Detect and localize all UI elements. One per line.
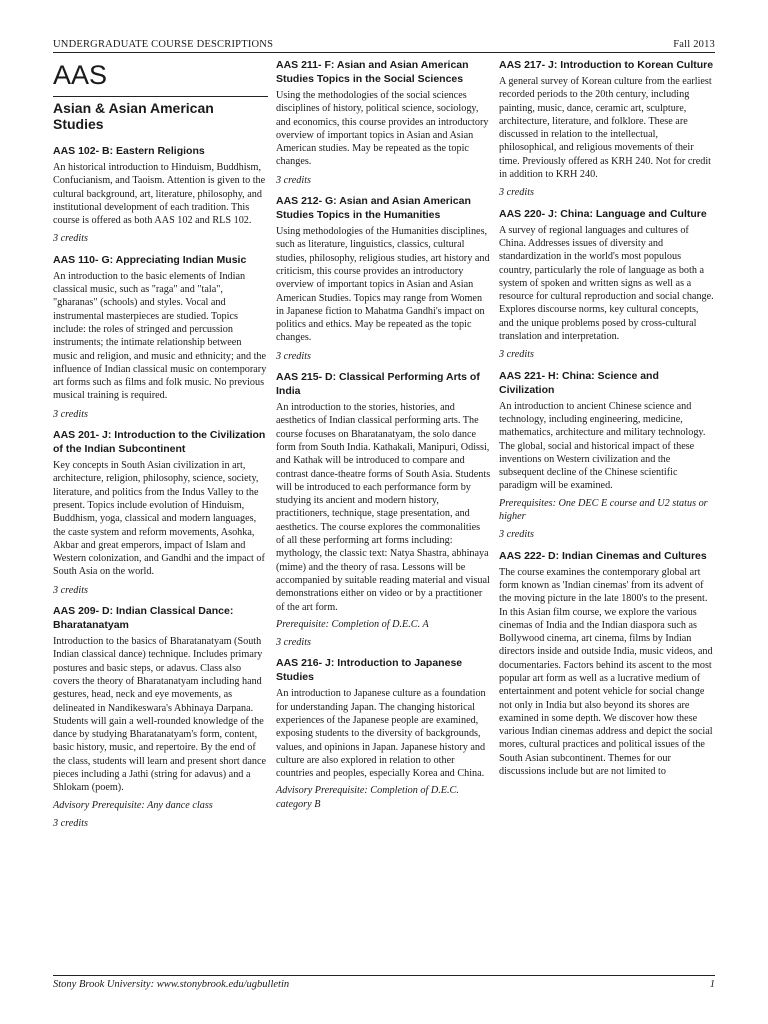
course-prerequisite: Prerequisites: One DEC E course and U2 status or higher	[499, 497, 708, 523]
course-credits: 3 credits	[53, 817, 88, 829]
course-entry	[276, 656, 491, 811]
course-title: AAS 216- J: Introduction to Japanese Studies	[276, 657, 463, 684]
column-2	[276, 58, 491, 818]
course-entry	[53, 428, 268, 597]
course-credits: 3 credits	[499, 349, 534, 361]
course-entry	[53, 253, 268, 421]
course-description: Using methodologies of the Humanities disciplines, such as literature, linguistics, classics, cultural studies, philosophy, religious studies, art history and criticism, this course provides an introductory overview of important topics in Asian and Asian American Studies. Topics may range from Women in Japanese fiction to Mahatma Gandhi's impact on politics and ethics. May be repeated as the topic changes.	[276, 226, 490, 344]
course-prerequisite: Advisory Prerequisite: Any dance class	[53, 799, 213, 811]
column-3	[499, 58, 714, 785]
course-description: An introduction to the stories, histories, and aesthetics of Indian classical performing arts. The course focuses on Bharatanatyam, the solo dance form from South India. Kathakali, Manipuri, Odissi, and Kathak will be introduced to compare and contrast dance-theatre forms of South Asia. Students will be introduced to each performance form by studying its ancient and modern history, practitioners, technique, stage presentation, and aesthetics. The course explores the commonalities of all these performing art forms including: mythology, the classic text: Natya Shastra, abhinaya (mime) and the theory of rasa. Lessons will be accompanied by suitable reading material and visual demonstrations either on video or by a practitioner of the art form.	[276, 402, 491, 613]
course-description: An historical introduction to Hinduism, Buddhism, Confucianism, and Taoism. Attention is given to the cultural background, art, literature, philosophy, and institutional development of each tradition. This course is offered as both AAS 102 and RLS 102.	[53, 162, 266, 227]
course-title: AAS 209- D: Indian Classical Dance: Bharatanatyam	[53, 605, 234, 632]
course-credits: 3 credits	[276, 174, 311, 186]
course-entry	[499, 369, 714, 542]
header-title: UNDERGRADUATE COURSE DESCRIPTIONS	[53, 39, 274, 50]
department-name: Asian & Asian American Studies	[53, 96, 268, 132]
department-code: AAS	[53, 60, 108, 90]
course-description: An introduction to ancient Chinese science and technology, including engineering, medicine, mathematics, architecture and military technology. The global, social and historical impact of these inventions on Western civilization and the subsequent decline of the Chinese scientific paradigm will be examined.	[499, 400, 706, 492]
footer-source: Stony Brook University: www.stonybrook.edu/ugbulletin	[53, 979, 290, 990]
course-title: AAS 217- J: Introduction to Korean Culture	[499, 59, 714, 71]
course-prerequisite: Prerequisite: Completion of D.E.C. A	[276, 618, 429, 630]
course-title: AAS 102- B: Eastern Religions	[53, 145, 205, 157]
header-term: Fall 2013	[673, 39, 715, 50]
course-description: Key concepts in South Asian civilization in art, architecture, religion, philosophy, science, society, literature, and politics from the Indus Valley to the present. Topics include evolution of Hinduism, Buddhism, yoga, classical and modern languages, the caste system and reform movements, Asohka, Akbar and great emperors, impact of Islam and Western colonization, and Gandhi and the impact of South Asia on the world.	[53, 460, 265, 578]
course-entry	[499, 549, 714, 779]
course-description: The course examines the contemporary global art form known as 'Indian cinemas' from its advent of the moving picture in the late 1800's to the present. In this Asian film course, we explore the various cinemas of India and the Indian diaspora such as Bollywood cinema, art cinema, films by Indian directors inside and outside India, music videos, and documentaries. Factors behind its ascent to the most popular art form as well as a lucrative medium of entertainment and potent vehicle for social change not only in India but also beyond its shores are examined in some depth. We discover how these various Indian cinemas address and depict the social mores, cultural practices and political issues of the South Asian subcontinent. Themes for our discussions include but are not limited to	[499, 566, 713, 778]
course-description: A survey of regional languages and cultures of China. Addresses issues of diversity and standardization in the world's most populous country, particularly the role of language as both a system of spoken and written signs as well as a resource for cultural reproduction and social change. Explores discourse norms, key cultural concepts, and the unique problems posed by cross-cultural translation and interpretation.	[499, 224, 714, 343]
course-credits: 3 credits	[276, 350, 311, 362]
course-title: AAS 201- J: Introduction to the Civilization of the Indian Subcontinent	[53, 429, 266, 456]
course-description: Introduction to the basics of Bharatanatyam (South Indian classical dance) technique. Includes primary postures and basic steps, or adavus. Class also covers the theory of Bharatanatyam including hand gestures, head, neck and eye movements, as delineated in Nandikeswara's Abhinaya Darpana. Students will gain a well-rounded knowledge of the dance by studying Bharatanatyam's form, content, basic history, music, and repertoire. By the end of the class, students will learn and present short dance pieces including a Jathi (string for adavus) and a Shlokam (poem).	[53, 636, 267, 794]
course-entry	[276, 370, 491, 649]
course-title: AAS 215- D: Classical Performing Arts of India	[276, 371, 480, 398]
course-title: AAS 222- D: Indian Cinemas and Cultures	[499, 549, 707, 562]
course-title: AAS 220- J: China: Language and Culture	[499, 207, 707, 220]
course-title: AAS 221- H: China: Science and Civilization	[499, 369, 659, 396]
course-entry	[276, 194, 491, 363]
running-header	[53, 34, 715, 53]
course-title: AAS 211- F: Asian and Asian American Studies Topics in the Social Sciences	[276, 59, 469, 85]
course-description: A general survey of Korean culture from the earliest recorded periods to the 20th century, including painting, music, dance, ceramic art, sculpture, architecture, literature, and folklore. These are discussed in relation to the intellectual, philosophical, and religious movements of their time. Previously offered as KRH 240. Not for credit in addition to KRH 240.	[499, 76, 712, 181]
course-entry	[53, 604, 268, 830]
course-credits: 3 credits	[53, 408, 88, 420]
course-credits: 3 credits	[276, 637, 311, 649]
course-description: An introduction to the basic elements of Indian classical music, such as "raga" and "tala", "gharanas" (schools) and styles. Vocal and instrumental masterpieces are studied. Topics include: the roles of stringed and percussion instruments; the intimate relationship between music and religion, and music and ethnicity; and the influence of Indian classical music on contemporary art forms such as films and folk music. No previous musical training is required.	[53, 270, 267, 402]
course-description: An introduction to Japanese culture as a foundation for understanding Japan. The changing historical experiences of the Japanese people are examined, exposing students to the diversity of backgrounds, values, and opinions in Japan. Japanese history and culture are also explored in relation to other countries and peoples, especially Korea and China.	[276, 688, 486, 780]
course-credits: 3 credits	[499, 529, 534, 541]
course-description: Using the methodologies of the social sciences disciplines of history, political science, sociology, and economics, this course provides an introductory overview of important topics in Asian and Asian American studies. May be repeated as the topic changes.	[276, 90, 489, 168]
page-number: 1	[709, 979, 715, 990]
course-title: AAS 212- G: Asian and Asian American Studies Topics in the Humanities	[276, 195, 471, 222]
course-entry	[276, 58, 491, 187]
course-credits: 3 credits	[53, 233, 88, 245]
page-footer	[53, 975, 715, 990]
course-title: AAS 110- G: Appreciating Indian Music	[53, 253, 247, 266]
course-credits: 3 credits	[499, 187, 534, 199]
course-entry	[499, 207, 714, 362]
course-entry	[499, 58, 714, 200]
course-credits: 3 credits	[53, 584, 88, 596]
course-entry	[53, 144, 268, 246]
course-prerequisite: Advisory Prerequisite: Completion of D.E.C. category B	[276, 785, 459, 810]
column-1	[53, 58, 268, 837]
